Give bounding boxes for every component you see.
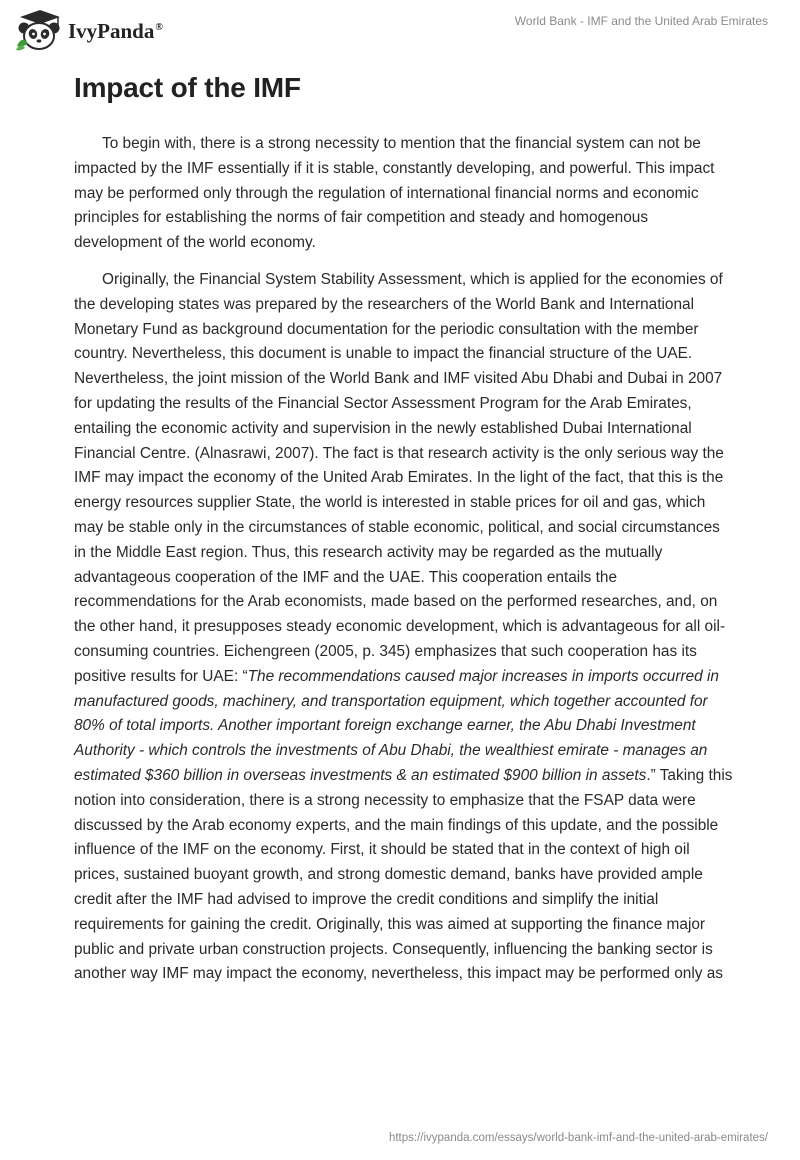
- paragraph-1: To begin with, there is a strong necessity to mention that the financial system can not be impacted by the IMF essentially if it is stable, constantly developing, and powerful. This impact may be performed only through the regulation of international financial norms and economic principles for establishing the norms of fair competition and steady and homogenous development of the world economy.: [74, 135, 715, 252]
- block-quote: The recommendations caused major increases in imports occurred in manufactured goods, machinery, and transportation equipment, which together accounted for 80% of total imports. Another important foreign exchange earner, the Abu Dhabi Investment Authority - which controls the investments of Abu Dhabi, the wealthiest emirate - manages an estimated $360 billion in overseas investments & an estimated $900 billion in assets: [74, 667, 719, 784]
- article-body: [74, 132, 734, 999]
- page-title: Impact of the IMF: [74, 72, 301, 103]
- paragraph-2-text: Originally, the Financial System Stability Assessment, which is applied for the economies of the developing states was prepared by the researchers of the World Bank and International Monetary Fund as background documentation for the periodic consultation with the member country. Nevertheless, this document is unable to impact the financial structure of the UAE. Nevertheless, the joint mission of the World Bank and IMF visited Abu Dhabi and Dubai in 2007 for updating the results of the Financial Sector Assessment Program for the Arab Emirates, entailing the economic activity and supervision in the newly established Dubai International Financial Centre. (Alnasrawi, 2007). The fact is that research activity is the only serious way the IMF may impact the economy of the United Arab Emirates. In the light of the fact, that this is the energy resources supplier State, the world is interested in stable prices for oil and gas, which may be stable only in the circumstances of stable economic, political, and social circumstances in the Middle East region. Thus, this research activity may be regarded as the mutually advantageous cooperation of the IMF and the UAE. This cooperation entails the recommendations for the Arab economists, made based on the performed researches, and, on the other hand, it presupposes steady economic development, which is advantageous for all oil-consuming countries. Eichengreen (2005, p. 345) emphasizes that such cooperation has its positive results for UAE: “: [74, 270, 726, 685]
- paragraph-2: [74, 268, 734, 987]
- footer-url[interactable]: https://ivypanda.com/essays/world-bank-imf-and-the-united-arab-emirates/: [388, 1132, 768, 1144]
- ivypanda-logo[interactable]: [14, 8, 163, 52]
- graduation-cap-panda-icon: [14, 8, 62, 52]
- page-header: [0, 0, 800, 56]
- brand-name: IvyPanda®: [68, 18, 163, 43]
- running-title: World Bank - IMF and the United Arab Emirates: [514, 14, 768, 28]
- paragraph-2-continuation: .” Taking this notion into consideration, there is a strong necessity to emphasize that the FSAP data were discussed by the Arab economy experts, and the main findings of this update, and the possible influence of the IMF on the economy. First, it should be stated that in the context of high oil prices, sustained buoyant growth, and strong domestic demand, banks have provided ample credit after the IMF had advised to improve the credit conditions and simplify the initial requirements for gaining the credit. Originally, this was aimed at supporting the finance major public and private urban construction projects. Consequently, influencing the banking sector is another way IMF may impact the economy, nevertheless, this impact may be performed only as: [74, 766, 733, 983]
- registered-mark: ®: [155, 21, 163, 33]
